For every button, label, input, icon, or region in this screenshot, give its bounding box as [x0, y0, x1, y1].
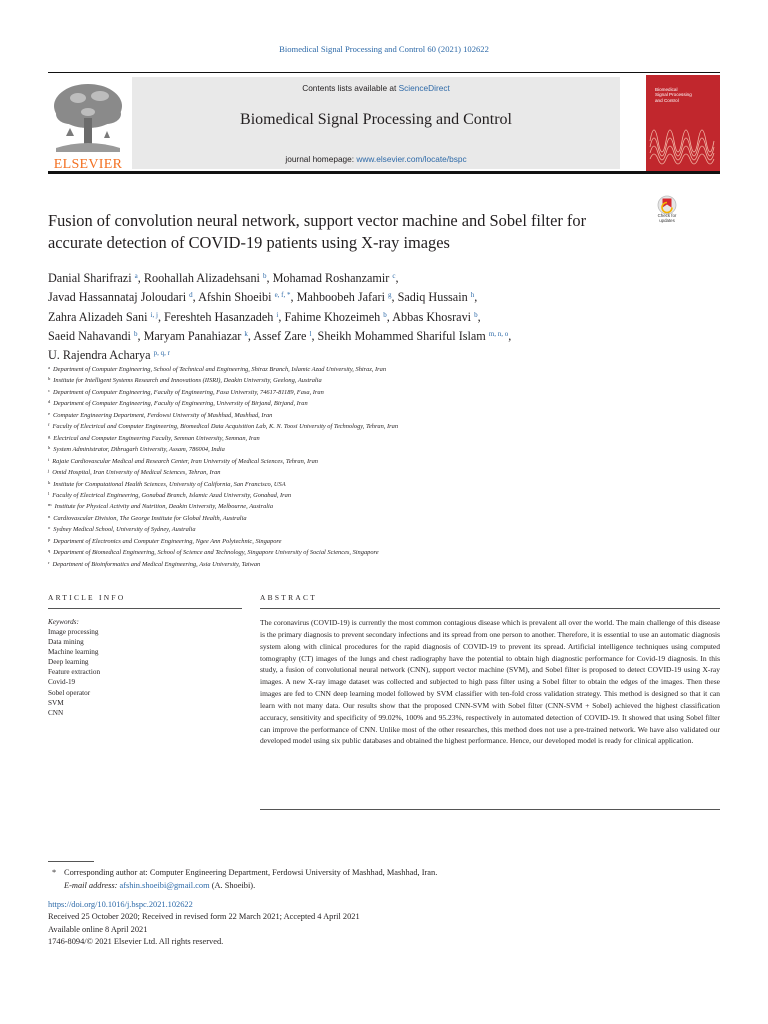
author-affiliation-link[interactable]: d: [189, 291, 193, 300]
author-separator: ,: [192, 290, 199, 305]
contents-prefix: Contents lists available at: [302, 83, 399, 93]
cover-title-line-3: and Control: [655, 97, 679, 103]
author-affiliation-link[interactable]: g: [388, 291, 392, 300]
author-separator: ,: [391, 290, 398, 305]
cover-title: [655, 87, 715, 103]
journal-title: Biomedical Signal Processing and Control: [240, 111, 512, 128]
affiliation-text: Department of Electronics and Computer Engineering, Ngee Ann Polytechnic, Singapore: [53, 537, 282, 545]
abstract-bottom-rule: [260, 809, 720, 810]
affiliation-text: Faculty of Electrical and Computer Engineering, Biomedical Data Acquisition Lab, K. N. Toosi University of Technology, Tehran, Iran: [52, 423, 399, 431]
affiliation-item: [48, 546, 708, 557]
affiliation-text: Faculty of Electrical Engineering, Gonabad Branch, Islamic Azad University, Gonabad, Iran: [52, 491, 292, 499]
affiliation-key: o: [48, 525, 51, 531]
author-separator: ,: [266, 271, 273, 285]
author-affiliation-link[interactable]: a: [134, 272, 138, 280]
affiliation-text: Department of Biomedical Engineering, School of Science and Technology, Singapore University of Social Sciences, Singapore: [53, 549, 379, 557]
author-separator: ,: [137, 328, 144, 343]
keywords-list: [48, 627, 228, 718]
contents-available-line: [132, 83, 620, 93]
author-affiliation-link[interactable]: k: [244, 329, 248, 338]
affiliation-item: [48, 443, 708, 454]
author-affiliation-link[interactable]: e, f, *: [274, 291, 291, 300]
author-list: [48, 268, 648, 364]
author-name: Afshin Shoeibi: [198, 290, 272, 305]
author-separator: ,: [157, 309, 165, 324]
author-affiliation-link[interactable]: h: [470, 291, 475, 300]
affiliation-key: m: [48, 502, 52, 508]
affiliation-text: Sydney Medical School, University of Sydney, Australia: [53, 526, 196, 534]
keywords-block: [48, 617, 228, 718]
author-name: Mahboobeh Jafari: [296, 290, 385, 305]
keyword-item: Machine learning: [48, 648, 99, 657]
badge-line-2: updates: [659, 218, 675, 223]
article-title: Fusion of convolution neural network, support vector machine and Sobel filter for accurate detection of COVID-19 patients using X-ray images: [48, 211, 587, 252]
author-affiliation-link[interactable]: b: [262, 272, 267, 280]
author-name: Abbas Khosravi: [392, 309, 472, 324]
affiliation-text: Cardiovascular Division, The George Institute for Global Health, Australia: [53, 514, 247, 522]
affiliation-key: c: [48, 387, 51, 393]
affiliation-key: i: [48, 456, 50, 462]
corresponding-author-line: [52, 866, 712, 879]
affiliation-text: Omid Hospital, Iran University of Medical Sciences, Tehran, Iran: [52, 469, 221, 477]
author-name: Javad Hassannataj Joloudari: [48, 290, 187, 305]
keyword-item: Sobel operator: [48, 688, 91, 697]
tree-icon: [48, 78, 128, 154]
author-email-link[interactable]: afshin.shoeibi@gmail.com: [119, 881, 210, 890]
affiliation-item: [48, 558, 708, 569]
affiliation-item: [48, 466, 708, 477]
author-name: Assef Zare: [253, 328, 307, 343]
affiliation-item: [48, 420, 708, 431]
author-name: Fahime Khozeimeh: [284, 309, 381, 324]
journal-homepage-link[interactable]: www.elsevier.com/locate/bspc: [356, 154, 467, 164]
abstract-top-rule: [260, 608, 720, 609]
article-history: Received 25 October 2020; Received in revised form 22 March 2021; Accepted 4 April 2021: [48, 912, 360, 922]
article-info-heading: ARTICLE INFO: [48, 593, 126, 602]
affiliation-item: [48, 523, 708, 534]
affiliation-key: k: [48, 479, 51, 485]
affiliation-key: q: [48, 548, 51, 554]
check-for-updates-badge[interactable]: [650, 195, 684, 229]
affiliation-item: [48, 374, 708, 385]
email-label: E-mail address:: [64, 881, 118, 890]
affiliation-text: Department of Computer Engineering, School of Technical and Engineering, Shiraz Branch, Islamic Azad University, Shiraz, Iran: [53, 366, 387, 373]
affiliation-item: [48, 512, 708, 523]
author-affiliation-link[interactable]: p, q, r: [153, 349, 170, 358]
author-name: Danial Sharifrazi: [48, 271, 132, 285]
author-separator: ,: [477, 309, 481, 324]
author-separator: ,: [311, 328, 318, 343]
author-separator: ,: [386, 309, 393, 324]
author-name: Fereshteh Hasanzadeh: [164, 309, 274, 324]
corresponding-author-footnote: [52, 866, 712, 892]
affiliation-item: [48, 432, 708, 443]
affiliation-item: [48, 455, 708, 466]
author-separator: ,: [508, 328, 512, 343]
affiliation-key: p: [48, 536, 51, 542]
affiliation-key: f: [48, 422, 50, 428]
article-info-rule: [48, 608, 242, 609]
affiliation-item: [48, 409, 708, 420]
check-for-updates-icon: [650, 195, 684, 215]
author-name: Sheikh Mohammed Shariful Islam: [317, 328, 486, 343]
author-affiliation-link[interactable]: b: [383, 310, 387, 319]
affiliation-key: d: [48, 399, 51, 405]
cover-waveform-graphic: [646, 111, 720, 171]
abstract-heading: ABSTRACT: [260, 593, 318, 602]
affiliation-text: Electrical and Computer Engineering Faculty, Semnan University, Semnan, Iran: [53, 434, 260, 442]
affiliation-item: [48, 489, 708, 500]
author-name: Sadiq Hussain: [397, 290, 468, 305]
affiliation-text: System Administrator, Dibrugarh University, Assam, 786004, India: [53, 446, 225, 454]
author-name: Maryam Panahiazar: [143, 328, 242, 343]
author-name: Zahra Alizadeh Sani: [48, 309, 148, 324]
author-affiliation-link[interactable]: b: [474, 310, 478, 319]
keywords-title: Keywords:: [48, 618, 79, 626]
affiliation-key: j: [48, 468, 50, 474]
affiliation-key: b: [48, 376, 51, 382]
journal-reference-link[interactable]: Biomedical Signal Processing and Control 60 (2021) 102622: [279, 44, 489, 54]
elsevier-wordmark: ELSEVIER: [53, 157, 123, 172]
author-separator: ,: [247, 328, 254, 343]
affiliation-key: e: [48, 410, 51, 416]
author-separator: ,: [474, 290, 478, 305]
email-line: [52, 879, 712, 892]
author-affiliation-link[interactable]: m, n, o: [488, 329, 509, 338]
doi-link[interactable]: https://doi.org/10.1016/j.bspc.2021.102622: [48, 900, 193, 909]
author-separator: ,: [278, 309, 285, 324]
affiliation-key: a: [48, 365, 51, 370]
affiliation-text: Computer Engineering Department, Ferdowsi University of Mashhad, Mashhad, Iran: [53, 411, 273, 419]
author-name: U. Rajendra Acharya: [48, 348, 151, 363]
author-separator: ,: [290, 290, 297, 305]
keyword-item: Feature extraction: [48, 668, 101, 677]
keyword-item: Image processing: [48, 628, 99, 636]
author-affiliation-link[interactable]: i: [276, 310, 279, 319]
affiliation-item: [48, 500, 708, 511]
affiliation-text: Institute for Physical Activity and Nutrition, Deakin University, Melbourne, Australia: [54, 503, 274, 511]
affiliation-text: Rajaie Cardiovascular Medical and Research Center, Iran University of Medical Sciences, Tehran, Iran: [52, 457, 318, 465]
keyword-item: SVM: [48, 698, 64, 707]
footnote-symbol: *: [52, 868, 57, 877]
affiliation-key: n: [48, 513, 51, 519]
keyword-item: CNN: [48, 708, 64, 717]
affiliation-key: l: [48, 490, 50, 496]
badge-line-1: Check for: [657, 213, 677, 218]
journal-masthead: [48, 72, 720, 174]
author-separator: ,: [137, 271, 144, 285]
affiliation-item: [48, 535, 708, 546]
footnote-rule: [48, 861, 94, 862]
publication-info: [48, 899, 708, 948]
email-suffix: (A. Shoeibi).: [209, 881, 256, 890]
affiliation-item: [48, 363, 708, 374]
author-affiliation-link[interactable]: c: [392, 272, 396, 280]
abstract-text: The coronavirus (COVID-19) is currently the most common contagious disease which is prevalent all over the world. The main challenge of this disease is the primary diagnosis to prevent secondary infections and its spread from one person to another. Therefore, it is essential to use an automatic diagnosis system along with clinical procedures for the rapid diagnosis of COVID-19 to prevent its spread. Artificial intelligence techniques using computed tomography (CT) images of the lungs and chest radiography have the potential to obtain high diagnostic performance for Covid-19 diagnosis. In this study, a fusion of convolutional neural network (CNN), support vector machine (SVM), and Sobel filter is proposed to detect COVID-19 using X-ray images. A new X-ray image dataset was collected and subjected to high pass filter using a Sobel filter to obtain the edges of the images. Then these images are fed to CNN deep learning model followed by SVM classifier with ten-fold cross validation strategy. This method is designed so that it can learn with not many data. Our results show that the proposed CNN-SVM with Sobel filter (CNN-SVM + Sobel) achieved the highest classification accuracy, sensitivity and specificity of 99.02%, 100% and 95.23%, respectively in automated detection of COVID-19. It showed that using Sobel filter can improve the performance of CNN. Unlike most of the other researches, this method does not use a pre-trained network. We have also validated our developed model using six public databases and obtained the highest performance. Hence, our developed model is ready for clinical application.: [260, 618, 720, 746]
affiliation-key: r: [48, 559, 50, 565]
sciencedirect-link[interactable]: ScienceDirect: [398, 83, 450, 93]
author-affiliation-link[interactable]: i, j: [150, 310, 158, 319]
author-name: Mohamad Roshanzamir: [272, 271, 390, 285]
keyword-item: Data mining: [48, 638, 84, 647]
affiliation-item: [48, 386, 708, 397]
affiliation-list: [48, 363, 708, 569]
journal-homepage-line: [132, 154, 620, 164]
journal-cover-thumbnail[interactable]: [646, 75, 720, 171]
author-name: Saeid Nahavandi: [48, 328, 131, 343]
check-for-updates-label: [650, 213, 684, 223]
author-separator: ,: [395, 271, 399, 285]
elsevier-tree-logo[interactable]: [48, 78, 128, 170]
affiliation-text: Department of Bioinformatics and Medical Engineering, Asia University, Taiwan: [52, 560, 261, 568]
affiliation-key: h: [48, 445, 51, 451]
affiliation-text: Institute for Computational Health Sciences, University of California, San Francisco, USA: [53, 480, 286, 488]
affiliation-text: Institute for Intelligent Systems Research and Innovations (IISRI), Deakin University, Geelong, Australia: [53, 377, 322, 385]
keyword-item: Deep learning: [48, 658, 89, 667]
affiliation-text: Department of Computer Engineering, Faculty of Engineering, University of Birjand, Birjand, Iran: [53, 400, 308, 408]
affiliation-item: [48, 478, 708, 489]
corresponding-author-text: Corresponding author at: Computer Engineering Department, Ferdowsi University of Mashhad, Mashhad, Iran.: [64, 868, 438, 877]
copyright-line: 1746-8094/© 2021 Elsevier Ltd. All rights reserved.: [48, 936, 224, 946]
cover-title-line-2: Signal Processing: [655, 92, 692, 98]
author-affiliation-link[interactable]: b: [133, 329, 138, 338]
affiliation-text: Department of Computer Engineering, Faculty of Engineering, Fasa University, 74617-81189, Fasa, Iran: [53, 388, 324, 396]
cover-title-line-1: Biomedical: [655, 87, 678, 92]
online-date: Available online 8 April 2021: [48, 924, 148, 934]
affiliation-key: g: [48, 433, 51, 439]
affiliation-item: [48, 397, 708, 408]
journal-header-panel: [132, 77, 620, 169]
author-affiliation-link[interactable]: l: [309, 329, 312, 338]
keyword-item: Covid-19: [48, 678, 76, 687]
homepage-prefix: journal homepage:: [285, 154, 357, 164]
author-name: Roohallah Alizadehsani: [143, 271, 260, 285]
